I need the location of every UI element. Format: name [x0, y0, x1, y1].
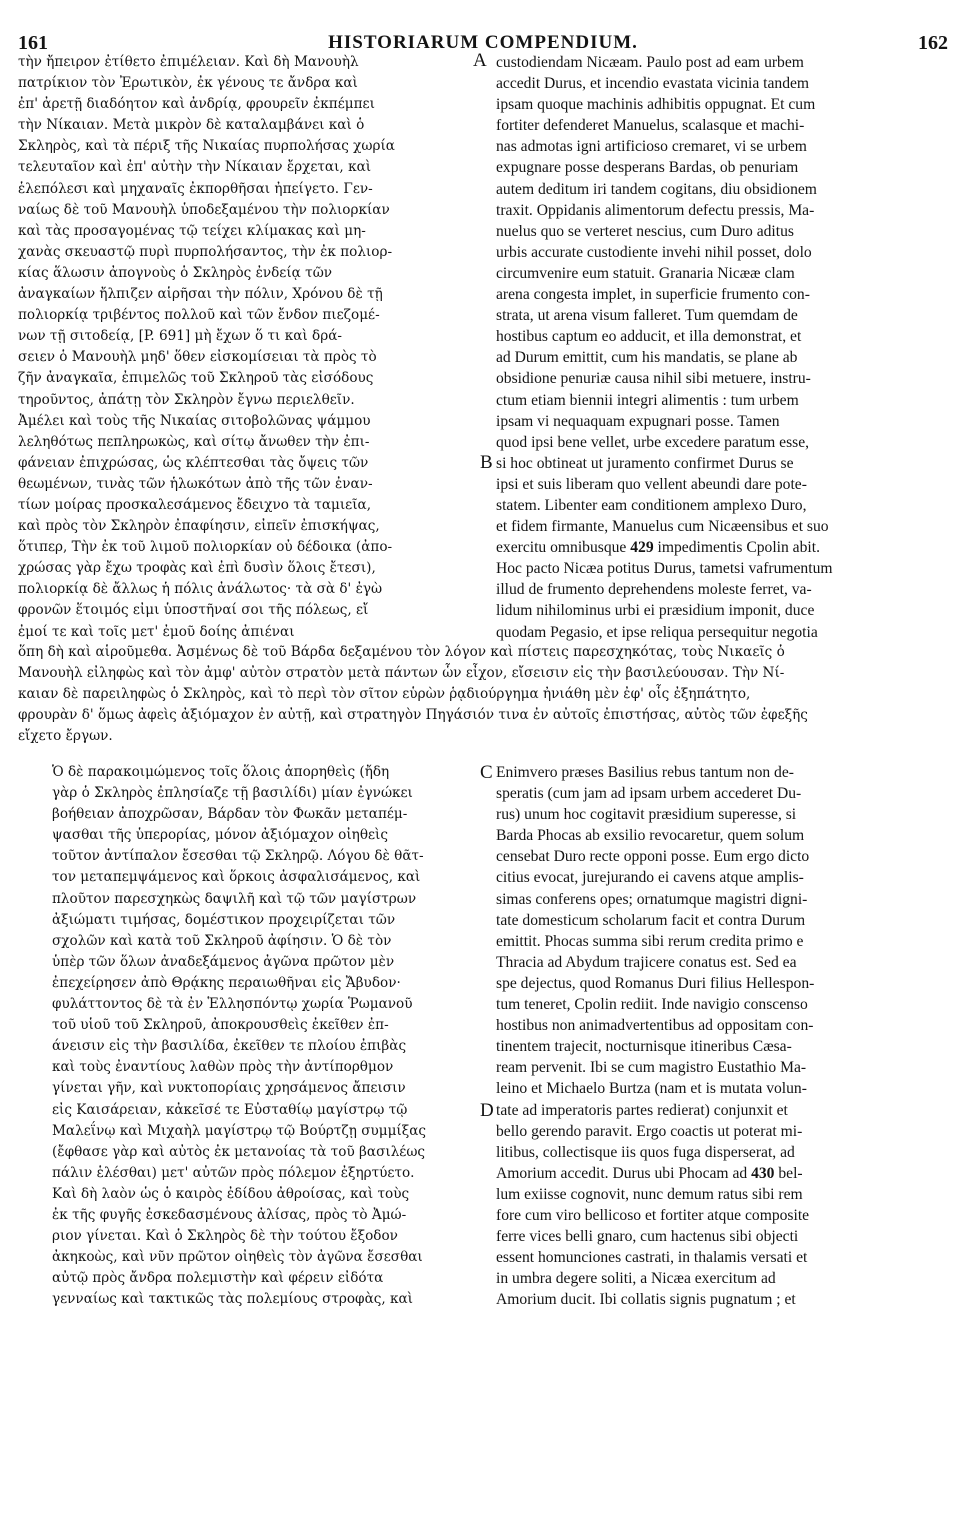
latin-text-line: strata, ut arena visum falleret. Tum quemdam de [496, 307, 798, 325]
latin-text-line: autem deditum iri tandem cogitans, diu obsidionem [496, 180, 817, 198]
greek-text-line: βοήθειαν ἀποχρῶσαν, Βάρδαν τὸν Φωκᾶν μεταπέμ- [52, 806, 408, 823]
greek-text-line: φρονῶν ἕτοιμός εἰμι ὑποστῆναί σοι τῆς πόλεως, εἴ [18, 602, 369, 619]
greek-text-line: ἀξιώματι τιμήσας, δομέστικον προχειρίζεται τῶν [52, 911, 396, 928]
page-number-right: 162 [918, 32, 948, 54]
latin-text-line: fore cum viro bellicoso et fortiter atque composite [496, 1206, 810, 1224]
greek-text-line: καὶ πρὸς τὸν Σκληρὸν ἐπαφίησιν, εἰπεῖν ἐπισκήψας, [18, 518, 380, 535]
latin-text-line: Thracia ad Abydum trajicere conatus est. Sed ea [496, 953, 797, 971]
latin-text-line: Barda Phocas ab exsilio revocaretur, quem solum [496, 827, 805, 845]
latin-text-line: traxit. Oppidanis alimentorum defectu pressis, Ma- [496, 201, 815, 219]
latin-text-line: lidum nihilominus urbi ei præsidium imponit, duce [496, 602, 815, 620]
latin-text-line: arena congesta implet, in superficie frumento con- [496, 286, 810, 304]
latin-text-line: si hoc obtineat ut juramento confirmet Durus se [496, 454, 794, 472]
latin-text-line: ipsam vi nequaquam expugnari posse. Tamen [496, 412, 780, 430]
latin-text-line: ctum etiam biennii integri alimentis : tum urbem [496, 391, 799, 409]
latin-text-line: circumvenire eum statuit. Granaria Nicææ clam [496, 264, 795, 282]
greek-text-line: Μαλεΐνῳ καὶ Μιχαὴλ μαγίστρῳ τῷ Βούρτζῃ συμμίξας [52, 1122, 427, 1139]
latin-text-line [496, 537, 948, 558]
latin-text-line: quod ipsi bene vellet, urbe excedere paratum esse, [496, 433, 810, 451]
latin-text-fragment: impedimentis Cpolin abit. [653, 539, 820, 557]
running-title: HISTORIARUM COMPENDIUM. [328, 32, 638, 53]
latin-text-line: expugnare posse desperans Bardas, ob penuriam [496, 159, 799, 177]
greek-text-line: ψασθαι τῆς ὑπερορίας, μόνον ἀξιόμαχον οἰηθεὶς [52, 827, 388, 844]
latin-text-line [496, 1163, 948, 1184]
latin-text-line: tate ad imperatoris partes redierat) conjunxit et [496, 1101, 788, 1119]
greek-text-line: κίας ἅλωσιν ἀπογνοὺς ὁ Σκληρὸς ἐνδείᾳ τῶν [18, 264, 333, 281]
latin-text-fragment: exercitu omnibusque [496, 539, 631, 557]
greek-text-line: τοῦτον ἀντίπαλον ἔσεσθαι τῷ Σκληρῷ. Λόγου δὲ θᾶτ- [52, 848, 424, 865]
greek-text-line: σειεν ὁ Μανουὴλ μηδ' ὅθεν εἰσκομίσειαι τὰ πρὸς τὸ [18, 349, 377, 366]
latin-text-line: simas conferens opes; ornatumque magistri digni- [496, 890, 808, 908]
greek-text-line: ριον γίνεται. Καὶ ὁ Σκληρὸς δὲ τὴν τούτου ἔξοδον [52, 1228, 398, 1245]
latin-text-fragment: Amorium accedit. Durus ubi Phocam ad [496, 1164, 752, 1182]
latin-text-line: tate domesticum scholarum facit et contra Durum [496, 911, 806, 929]
latin-text-line: urbis accurate custodiente invehi nihil posset, dolo [496, 243, 812, 261]
greek-text-line: σχολῶν καὶ κατὰ τοῦ Σκληροῦ ἀφίησιν. Ὁ δὲ τὸν [52, 932, 392, 949]
greek-text-line: (ἔφθασε γὰρ καὶ αὐτὸς ἐκ μετανοίας τὰ τοῦ βασιλέως [52, 1143, 426, 1160]
greek-text-line: χρώσας γὰρ ἔχω τροφὰς καὶ ἐπὶ δυσὶν ὅλοις ἔτεσι), [18, 560, 376, 577]
greek-text-line: ὅτιπερ, Τὴν ἐκ τοῦ λιμοῦ πολιορκίαν οὐ δέδοικα (ἀπο- [18, 539, 393, 556]
latin-text-line: tinentem trajecit, nocturnisque itineribus Cæsa- [496, 1038, 792, 1056]
latin-text-line: hostibus non animadvertentibus ad oppositam con- [496, 1017, 814, 1035]
latin-text-line: nas admotas igni artificioso cremaret, vi se urbem [496, 138, 807, 156]
latin-text-line: fortiter defenderet Manuelus, scalasque et machi- [496, 117, 805, 135]
latin-text-line: statem. Libenter eam conditionem amplexo Duro, [496, 496, 807, 514]
greek-text-line: τελευταῖον καὶ ἐπ' αὐτὴν τὴν Νίκαιαν ἔρχεται, καὶ [18, 159, 372, 176]
greek-text-line: ἐκ τῆς φυγῆς ἐσκεδασμένους ἀλίσας, πρὸς τὸ Ἀμώ- [52, 1206, 407, 1223]
greek-text-line: τοῦ υἱοῦ τοῦ Σκληροῦ, ἀποκρουσθεὶς ἐκεῖθεν ἐπ- [52, 1017, 389, 1034]
greek-text-line: φρουρὰν δ' ὅμως ἀφεὶς ἀξιόμαχον ἐν αὐτῇ, καὶ στρατηγὸν Πηγάσιόν τινα ἐν αὐτοῖς ἐπιστήσας, αὐτὸς τῶν ἐφεξῆς [18, 707, 808, 724]
greek-text-line: λεληθότως πεπληρωκὼς, καὶ σίτῳ ἄνωθεν τὴν ἐπι- [18, 433, 370, 450]
bottom-greek-column [52, 762, 473, 1310]
latin-text-line: Amorium ducit. Ibi collatis signis pugnatum ; et [496, 1291, 796, 1309]
greek-text-line: γενναίως καὶ τακτικῶς τὰς πολεμίους στροφὰς, καὶ [52, 1291, 414, 1308]
greek-text-line: ὅπη δὴ καὶ αἱροῦμεθα. Ἀσμένως δὲ τοῦ Βάρδα δεξαμένου τὸν λόγον καὶ πίστεις παρεσχηκότας, τοὺς Νικαεῖς ὁ [18, 644, 785, 660]
latin-text-line: Hoc pacto Nicæa potitus Durus, tametsi vafrumentum [496, 560, 833, 578]
greek-text-line: τηροῦντος, ἀπάτῃ τὸν Σκληρὸν ἔγνω περιελθεῖν. [18, 391, 355, 408]
margin-marker-a: A [473, 50, 487, 71]
latin-text-line: spe dejectus, quod Romanus Duri filius Hellespon- [496, 974, 815, 992]
greek-text-line: άνεισιν εἰς τὴν βασιλίδα, ἐκεῖθεν τε πλοίου ἐπιβὰς [52, 1038, 407, 1055]
bottom-latin-column [496, 762, 948, 1310]
greek-text-line: ἑλεπόλεσι καὶ μηχαναῖς ἐκπορθῆσαι ἠπείγετο. Γεν- [18, 180, 373, 197]
greek-text-line: τὴν Νίκαιαν. Μετὰ μικρὸν δὲ καταλαμβάνει καὶ ὁ [18, 117, 365, 134]
top-latin-column [496, 52, 948, 643]
latin-text-line: tum teneret, Cpolin rediit. Inde navigio conscenso [496, 996, 808, 1014]
margin-page-number: 429 [630, 539, 654, 557]
greek-text-line: πολιορκίᾳ δὲ ἄλλως ἡ πόλις ἀνάλωτος· τὰ σὰ δ' ἐγὼ [18, 581, 383, 598]
latin-text-line: quodam Pegasio, et ipse reliqua persequitur negotia [496, 623, 818, 641]
latin-text-line: custodiendam Nicæam. Paulo post ad eam urbem [496, 54, 804, 71]
latin-text-line: litibus, collectisque iis quos fuga disperserat, ad [496, 1143, 795, 1161]
bottom-section [18, 762, 948, 1522]
greek-text-line: ἐπεχείρησεν ἀπὸ Θρᾴκης περαιωθῆναι εἰς Ἄβυδον· [52, 974, 401, 991]
greek-text-line: πατρίκιον τὸν Ἐρωτικὸν, ἐκ γένους τε ἄνδρα καὶ [18, 75, 358, 92]
top-section [18, 52, 948, 652]
greek-text-line: Μανουὴλ εἰληφὼς καὶ τὸν ἀμφ' αὐτὸν στρατὸν μετὰ πάντων ὧν εἶχον, εἴσεισιν εἰς τὴν βασιλεύουσαν. Τὴν Νί- [18, 665, 785, 682]
latin-text-line: emittit. Phocas summa sibi rerum credita primo e [496, 932, 804, 950]
greek-text-line: τίων μοίρας προσκαλεσάμενος ἔδειχνο τὰ ταμιεῖα, [18, 496, 372, 513]
greek-text-line: ἀναγκαίων ἤλπιζεν αἱρῆσαι τὴν πόλιν, Χρόνου δὲ τῇ [18, 286, 383, 303]
greek-text-line: φυλάττοντος δὲ τὰ ἐν Ἑλλησπόντῳ χωρία Ῥωμανοῦ [52, 996, 413, 1013]
latin-text-fragment: bel- [774, 1164, 803, 1182]
greek-text-line: ἀκηκοὼς, καὶ νῦν πρῶτον οἰηθεὶς τὸν ἀγῶνα ἔσεσθαι [52, 1249, 423, 1266]
page-header [18, 10, 948, 54]
latin-text-line: Enimvero præses Basilius rebus tantum non de- [496, 764, 794, 781]
greek-text-line: εἴχετο ἔργων. [18, 728, 113, 745]
greek-text-line: αὐτῷ πρὸς ἄνδρα πολεμιστὴν καὶ φέρειν εἰδότα [52, 1270, 384, 1287]
latin-text-line: ad Durum emittit, cum his mandatis, se plane ab [496, 349, 798, 367]
greek-text-line: ἐμοί τε καὶ τοῖς μετ' ἐμοῦ δοίης ἀπιέναι [18, 623, 295, 640]
latin-text-line: accedit Durus, et incendio evastata vicinia tandem [496, 75, 810, 93]
greek-text-line: νων τῇ σιτοδείᾳ, [P. 691] μὴ ἔχων ὅ τι καὶ δρά- [18, 328, 342, 345]
greek-text-line: ὑπὲρ τῶν ὅλων ἀναδεξάμενος ἀγῶνα πρῶτον μὲν [52, 953, 395, 970]
latin-text-line: rus) unum hoc cogitavit præsidium superesse, si [496, 806, 797, 824]
margin-page-number: 430 [751, 1164, 775, 1182]
margin-marker-d: D [480, 1100, 494, 1121]
latin-text-line: ream pervenit. Ibi se cum magistro Eustathio Ma- [496, 1059, 807, 1077]
greek-text-line: γὰρ ὁ Σκληρὸς ἐπλησίαζε τῇ βασιλίδι) μίαν ἐγνώκει [52, 785, 413, 802]
greek-text-line: τὴν ἤπειρον ἐτίθετο ἐπιμέλειαν. Καὶ δὴ Μανουὴλ [18, 54, 359, 70]
greek-text-line: Καὶ δὴ λαὸν ὡς ὁ καιρὸς ἐδίδου ἀθροίσας, καὶ τοὺς [52, 1185, 410, 1202]
greek-text-line: ζῆν ἀναγκαῖα, ἐπιμελῶς τοῦ Σκληροῦ τὰς εἰσόδους [18, 370, 374, 387]
latin-text-line: bello gerendo paravit. Ergo coactis ut poterat mi- [496, 1122, 803, 1140]
latin-text-line: lum exiisse cognovit, nunc demum ratus sibi rem [496, 1185, 803, 1203]
latin-text-line: obsidione penuriæ causa nihil sibi metuere, instru- [496, 370, 811, 388]
greek-text-line: φάνειαν ἐπιχρώσας, ὡς κλέπτεσθαι τὰς ὄψεις τῶν [18, 454, 369, 471]
greek-text-line: καιαν δὲ παρειληφὼς ὁ Σκληρὸς, καὶ τὸ περὶ τὸν σῖτον εὑρὼν ῥᾳδιούργημα ἠνιάθη μὲν ἐφ' οἷς ἐξηπάτητο, [18, 686, 751, 703]
margin-marker-c: C [480, 762, 493, 783]
top-greek-column [18, 52, 473, 643]
page-number-left: 161 [18, 32, 48, 54]
greek-text-line: χανὰς σκευαστῷ πυρὶ πυρπολήσαντος, τὴν ἐκ πολιορ- [18, 243, 393, 260]
document-page [18, 10, 948, 1530]
greek-text-line: ναίως δὲ τοῦ Μανουὴλ ὑποδεξαμένου τὴν πολιορκίαν [18, 201, 390, 218]
greek-text-line: καὶ τὰς προσαγομένας τῷ τείχει κλίμακας καὶ μη- [18, 222, 366, 239]
greek-text-line: πάλιν ἑλέσθαι) μετ' αὐτῶν πρὸς πόλεμον ἐξηρτύετο. [52, 1164, 415, 1181]
greek-text-line: γίνεται γῆν, καὶ νυκτοπορίαις χρησάμενος ἄπεισιν [52, 1080, 406, 1097]
latin-text-line: illud de frumento deprehendens moleste ferret, va- [496, 581, 812, 599]
latin-text-line: et fidem firmante, Manuelus cum Nicæensibus et suo [496, 518, 829, 536]
latin-text-line: leino et Michaelo Burtza (nam et is mutata volun- [496, 1080, 807, 1098]
latin-text-line: ipsi et suis liberam quo vellent abeundi dare pote- [496, 475, 807, 493]
greek-text-line: καὶ τοὺς ἐναντίους λαθὼν πρὸς τὴν ἀντίπορθμον [52, 1059, 394, 1076]
greek-text-line: Ὁ δὲ παρακοιμώμενος τοῖς ὅλοις ἀπορηθεὶς (ἤδη [52, 764, 390, 780]
margin-marker-b: B [480, 452, 493, 473]
greek-text-line: πολιορκίᾳ τριβέντος πολλοῦ καὶ τῶν ἔνδον πιεζομέ- [18, 307, 380, 324]
greek-text-line: θεωμένων, τινὰς τῶν ἡλωκότων ἀπὸ τῆς τῶν ἐναν- [18, 475, 373, 492]
latin-text-line: hostibus captum eo adducit, et illa demonstrat, et [496, 328, 802, 346]
greek-text-line: πλοῦτον παρεσχηκὼς δαψιλῆ καὶ τῷ τῶν μαγίστρων [52, 890, 417, 907]
latin-text-line: ferre vices belli gnaro, cum hactenus sibi objecti [496, 1228, 799, 1246]
latin-text-line: speratis (cum jam ad ipsam urbem accederet Du- [496, 785, 802, 803]
latin-text-line: citius evocat, jurejurando ei cavens atque amplis- [496, 869, 804, 887]
latin-text-line: censebat Duro recte opponi posse. Eum ergo dicto [496, 848, 810, 866]
greek-text-line: τον μεταπεμψάμενος καὶ ὅρκοις ἀσφαλισάμενος, καὶ [52, 869, 421, 886]
full-width-greek-block [18, 642, 948, 752]
latin-text-line: ipsam quoque machinis adhibitis oppugnat. Et cum [496, 96, 816, 114]
latin-text-line: in umbra degere soliti, a Nicæa exercitum ad [496, 1270, 776, 1288]
greek-text-line: ἐπ' ἀρετῇ διαδόητον καὶ ἀνδρίᾳ, φρουρεῖν ἐκπέμπει [18, 96, 375, 113]
latin-text-line: essent homunciones castrati, in thalamis versati et [496, 1249, 808, 1267]
greek-text-line: Σκληρὸς, καὶ τὰ πέριξ τῆς Νικαίας πυρπολήσας χωρία [18, 138, 395, 155]
greek-text-line: Ἀμέλει καὶ τοὺς τῆς Νικαίας σιτοβολῶνας ψάμμου [18, 412, 371, 429]
greek-text-line: εἰς Καισάρειαν, κἀκεῖσέ τε Εὐσταθίῳ μαγίστρῳ τῷ [52, 1101, 408, 1118]
latin-text-line: nuelus quo se verteret nescius, cum Duro aditus [496, 222, 794, 240]
